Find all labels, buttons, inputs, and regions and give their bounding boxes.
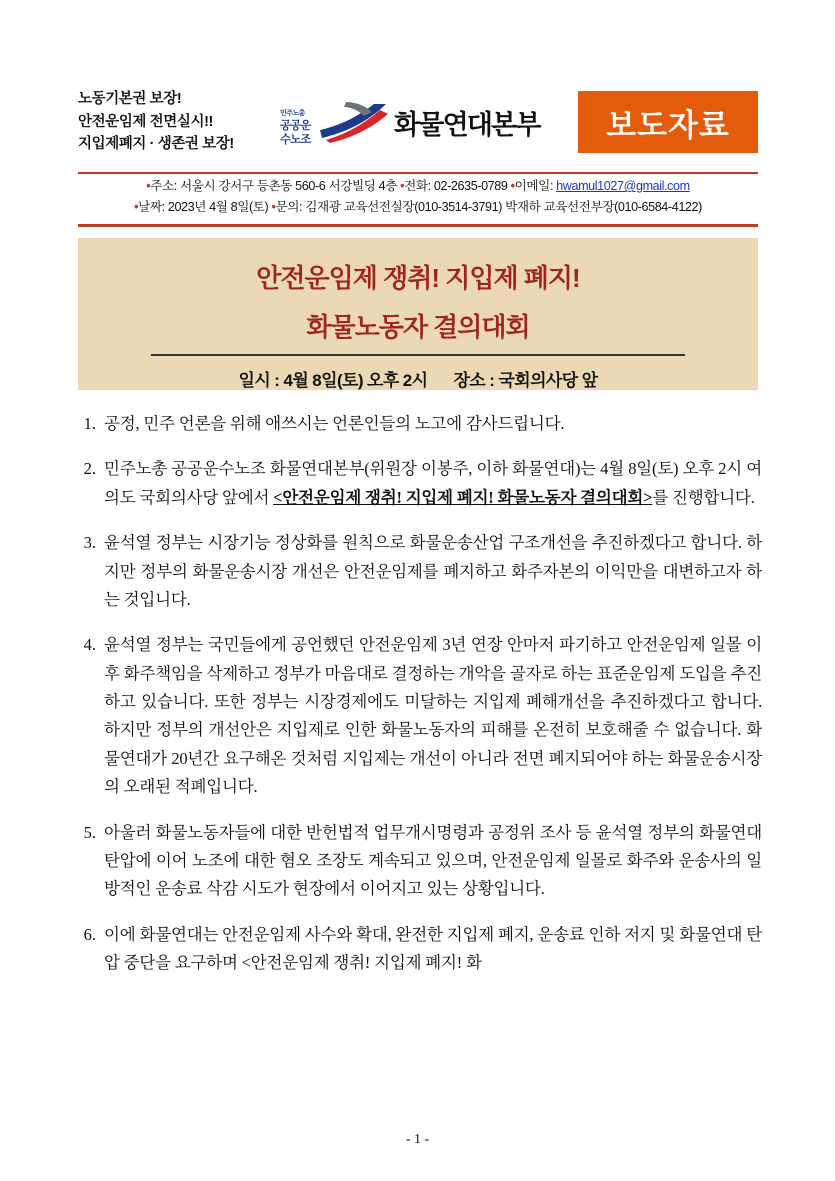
title-banner [78,238,758,390]
list-item-text: 윤석열 정부는 시장기능 정상화를 원칙으로 화물운송산업 구조개선을 추진하겠다고 합니다. 하지만 정부의 화물운송시장 개선은 안전운임제를 폐지하고 화주자본의 이익만을 대변하고자 하는 것입니다. [104,533,762,609]
list-item-number: 6. [83,924,96,944]
paragraph-pre: 민주노총 공공운수노조 화물연대본부(위원장 이봉주, 이하 화물연대)는 4월 8일(토) 오후 2시 여의도 국회의사당 앞에서 [104,459,762,507]
list-item [78,529,762,614]
organization-name: 화물연대본부 [394,109,540,140]
list-item-number: 5. [83,822,96,842]
address-value: 서울시 강서구 등촌동 560-6 서강빌딩 4층 [179,179,398,193]
slogan-block [78,88,276,155]
swoosh-icon [316,100,390,144]
slogan-line-1: 노동기본권 보장! [78,91,182,108]
contact-row-2 [78,197,758,218]
list-item-text: 이에 화물연대는 안전운임제 사수와 확대, 완전한 지입제 폐지, 운송료 인하 저지 및 화물연대 탄압 중단을 요구하며 <안전운임제 쟁취! 지입제 폐지! 화 [104,924,762,972]
slogan-line-2: 안전운임제 전면실시!! [78,113,213,130]
phone-label: 전화: [404,179,431,193]
list-item [78,819,762,904]
union-logo-icon [280,96,390,148]
list-item [78,410,762,438]
inquiry-label: 문의: [275,199,303,214]
event-location: 장소 : 국회의사당 앞 [453,370,598,390]
title-line-2: 화물노동자 결의대회 [306,312,530,342]
union-logo-small-text: 민주노총 공공운수노조 [280,110,311,147]
list-item-text [104,455,762,512]
list-item [78,631,762,801]
bullet-icon: • [271,199,276,214]
inquiry-value: 김재광 교육선전실장(010-3514-3791) 박재하 교육선전부장(010-6584-4122) [305,199,702,214]
list-item-number: 3. [83,533,96,553]
phone-value: 02-2635-0789 [433,179,508,193]
paragraph-emphasis: <안전운임제 쟁취! 지입제 폐지! 화물노동자 결의대회> [273,487,653,507]
email-link[interactable]: hwamul1027@gmail.com [556,179,690,193]
bullet-icon: • [134,199,139,214]
event-datetime: 일시 : 4월 8일(토) 오후 2시 [238,370,428,390]
bullet-icon: • [400,179,405,193]
page-number: - 1 - [405,1132,430,1147]
email-label: 이메일: [514,179,554,193]
header-rule-top [78,172,758,174]
address-label: 주소: [150,179,177,193]
list-item-number: 4. [83,635,96,655]
event-details [78,366,758,391]
title-divider [151,354,685,356]
list-item-text: 공정, 민주 언론을 위해 애쓰시는 언론인들의 노고에 감사드립니다. [104,414,565,433]
date-label: 날짜: [138,199,165,214]
header-rule-bottom [78,224,758,227]
list-item-text: 윤석열 정부는 국민들에게 공언했던 안전운임제 3년 연장 안마저 파기하고 안전운임제 일몰 이후 화주책임을 삭제하고 정부가 마음대로 결정하는 개악을 골자로 하는 표준운임제 도입을 추진하고 있습니다. 또한 정부는 시장경제에도 미달하는 지입제 폐해개선을 추진하겠다고 합니다. 하지만 정부의 개선안은 지입제로 인한 화물노동자의 피해를 온전히 보호해줄 수 없습니다. 화물연대가 20년간 요구해온 것처럼 지입제는 개선이 아니라 전면 폐지되어야 하는 화물운송시장의 오래된 적폐입니다. [104,635,762,797]
list-item-number: 1. [83,414,96,433]
slogan-line-3: 지입제폐지 · 생존권 보장! [78,136,234,153]
organization-logo [276,96,578,148]
list-item-text: 아울러 화물노동자들에 대한 반헌법적 업무개시명령과 공정위 조사 등 윤석열 정부의 화물연대 탄압에 이어 노조에 대한 혐오 조장도 계속되고 있으며, 안전운임제 일몰로 화주와 운송사의 일방적인 운송료 삭감 시도가 현장에서 이어지고 있는 상황입니다. [104,822,762,899]
list-item [78,455,762,512]
page-footer [0,1132,835,1148]
paragraph-post: 를 진행합니다. [652,487,755,507]
contact-info [78,176,758,218]
list-item-number: 2. [83,459,96,479]
date-value: 2023년 4월 8일(토) [167,199,269,214]
document-header [78,88,758,156]
contact-row-1 [78,176,758,197]
bullet-icon: • [510,179,515,193]
bullet-icon: • [146,179,151,193]
press-release-badge: 보도자료 [578,91,758,153]
document-body [78,410,762,994]
list-item [78,921,762,978]
title-line-1: 안전운임제 쟁취! 지입제 폐지! [256,263,580,293]
